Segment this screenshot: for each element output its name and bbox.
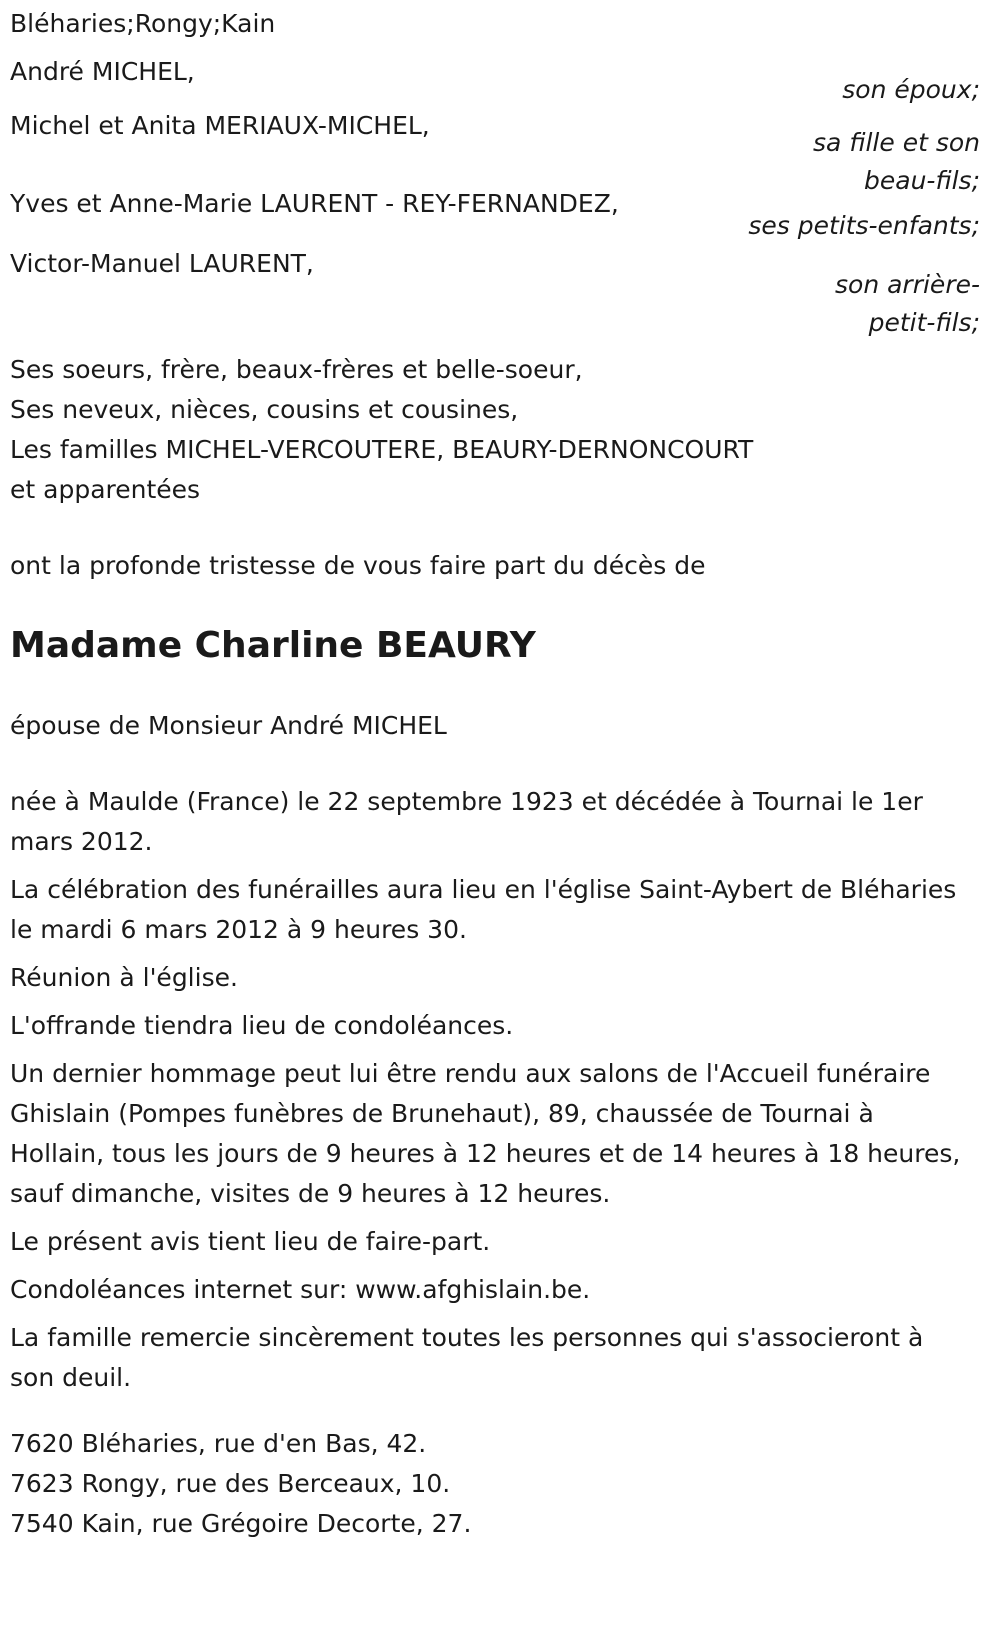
relation-line: beau-fils; [864, 166, 980, 195]
addresses [10, 1424, 990, 1544]
relation-line: sa fille et son [813, 128, 980, 157]
locations-header: Bléharies;Rongy;Kain [10, 9, 276, 38]
relation-line: son arrière- [835, 270, 980, 299]
detail-paragraph: Le présent avis tient lieu de faire-part. [10, 1227, 491, 1256]
detail-paragraph: L'offrande tiendra lieu de condoléances. [10, 1011, 514, 1040]
detail-paragraph: La célébration des funérailles aura lieu en l'église Saint-Aybert de Bléharies le mardi 6 mars 2012 à 9 heures 30. [10, 875, 957, 944]
relation-line: petit-fils; [868, 308, 980, 337]
details [10, 870, 990, 1398]
relation-line: ses petits-enfants; [748, 211, 980, 240]
death-notice [10, 4, 990, 1544]
relation-line: son époux; [842, 75, 980, 104]
spouse-line: épouse de Monsieur André MICHEL [10, 711, 447, 740]
address-line: 7540 Kain, rue Grégoire Decorte, 27. [10, 1509, 472, 1538]
deceased-name: Madame Charline BEAURY [10, 625, 536, 666]
family-name: André MICHEL, [10, 57, 195, 86]
family-name: Yves et Anne-Marie LAURENT - REY-FERNANDEZ, [10, 189, 619, 218]
birth-death: née à Maulde (France) le 22 septembre 1923 et décédée à Tournai le 1er mars 2012. [10, 787, 923, 856]
extended-family-line: et apparentées [10, 475, 201, 504]
detail-paragraph: La famille remercie sincèrement toutes les personnes qui s'associeront à son deuil. [10, 1323, 924, 1392]
announcement: ont la profonde tristesse de vous faire part du décès de [10, 551, 706, 580]
family-entry [10, 52, 990, 110]
extended-family-line: Ses neveux, nièces, cousins et cousines, [10, 395, 519, 424]
extended-family-line: Les familles MICHEL-VERCOUTERE, BEAURY-DERNONCOURT [10, 435, 754, 464]
detail-paragraph: Réunion à l'église. [10, 963, 238, 992]
family-entry [10, 244, 990, 342]
condolences-link-text: Condoléances internet sur: www.afghislain.be. [10, 1275, 591, 1304]
family-name: Victor-Manuel LAURENT, [10, 249, 314, 278]
family-name: Michel et Anita MERIAUX-MICHEL, [10, 111, 430, 140]
extended-family-line: Ses soeurs, frère, beaux-frères et belle-soeur, [10, 355, 583, 384]
extended-family [10, 350, 990, 510]
family-entry [10, 184, 990, 246]
detail-paragraph: Un dernier hommage peut lui être rendu aux salons de l'Accueil funéraire Ghislain (Pompes funèbres de Brunehaut), 89, chaussée de Tournai à Hollain, tous les jours de 9 heures à 12 heures et de 14 heures à 18 heures, sauf dimanche, visites de 9 heures à 12 heures. [10, 1059, 961, 1208]
address-line: 7620 Bléharies, rue d'en Bas, 42. [10, 1429, 427, 1458]
family-list [10, 52, 990, 342]
address-line: 7623 Rongy, rue des Berceaux, 10. [10, 1469, 451, 1498]
